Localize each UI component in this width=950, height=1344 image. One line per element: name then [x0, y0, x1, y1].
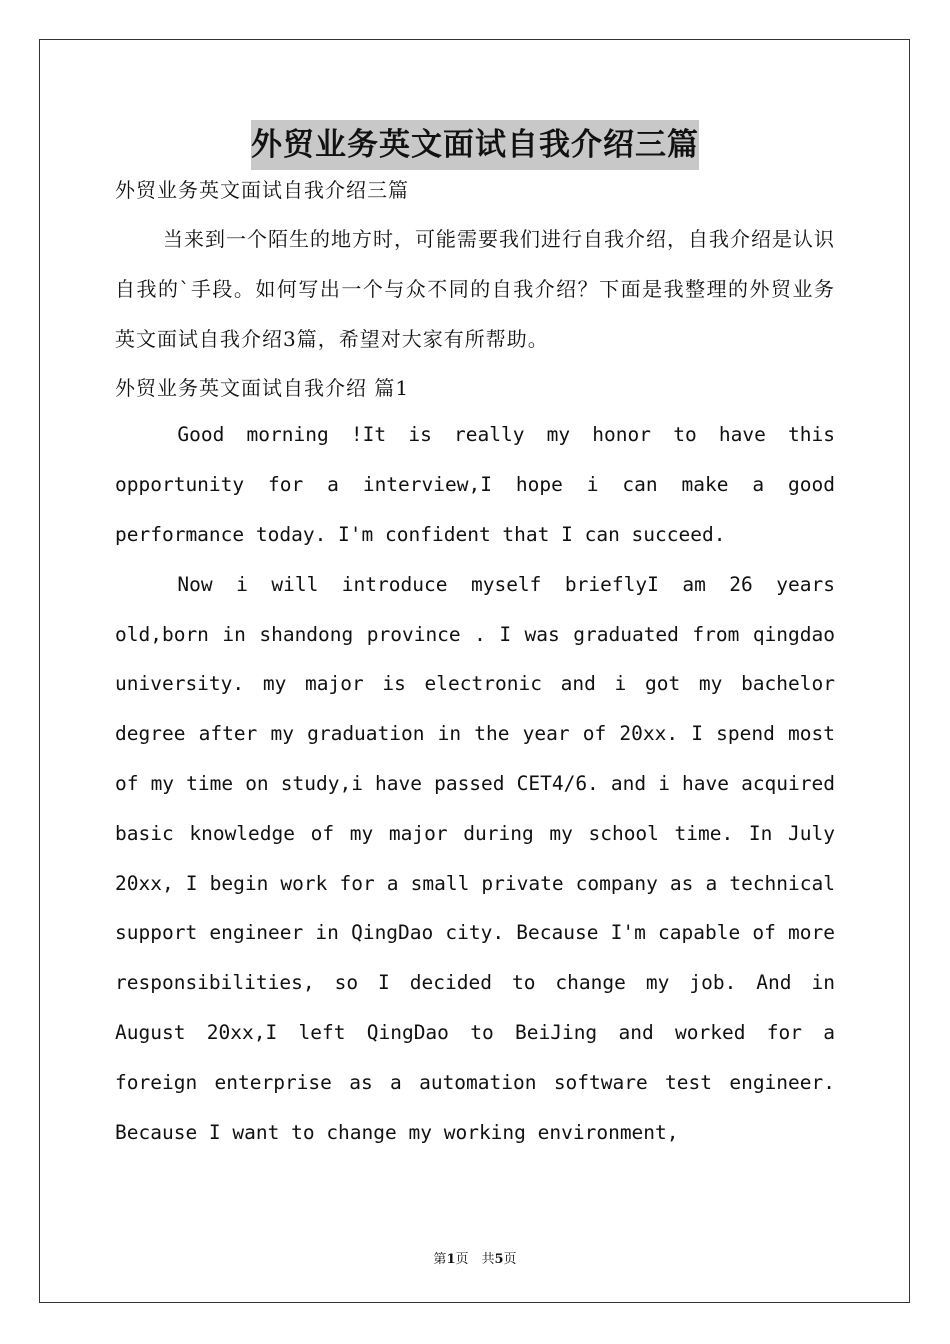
paragraph-1: Good morning !It is really my honor to have this opportunity for a interview,I hope i can make a good performance today. I'm confident that I can succeed.: [115, 423, 835, 546]
intro-paragraph: 当来到一个陌生的地方时，可能需要我们进行自我介绍，自我介绍是认识自我的`手段。如何写出一个与众不同的自我介绍？下面是我整理的外贸业务英文面试自我介绍3篇，希望对大家有所帮助。: [115, 227, 835, 351]
page-footer: [0, 1248, 950, 1267]
document-title: 外贸业务英文面试自我介绍三篇: [251, 120, 699, 170]
footer-current-page: 1: [446, 1252, 456, 1267]
footer-mid: 页 共: [455, 1252, 495, 1267]
footer-suffix: 页: [503, 1252, 517, 1267]
footer-prefix: 第: [433, 1252, 447, 1267]
document-subtitle: 外贸业务英文面试自我介绍三篇: [115, 178, 409, 202]
section-heading: 外贸业务英文面试自我介绍 篇1: [115, 376, 410, 401]
title-wrap: [115, 120, 835, 174]
document-body: [115, 120, 835, 1157]
footer-total-pages: 5: [494, 1252, 504, 1267]
paragraph-2: Now i will introduce myself brieflyI am 26 years old,born in shandong province . I was graduated from qingdao university. my major is electronic and i got my bachelor degree after my graduation in the year of 20xx. I spend most of my time on study,i have passed CET4/6. and i have acquired basic knowledge of my major during my school time. In July 20xx, I begin work for a small private company as a technical support engineer in QingDao city. Because I'm capable of more responsibilities, so I decided to change my job. And in August 20xx,I left QingDao to BeiJing and worked for a foreign enterprise as a automation software test engineer. Because I want to change my working environment,: [115, 572, 835, 1144]
